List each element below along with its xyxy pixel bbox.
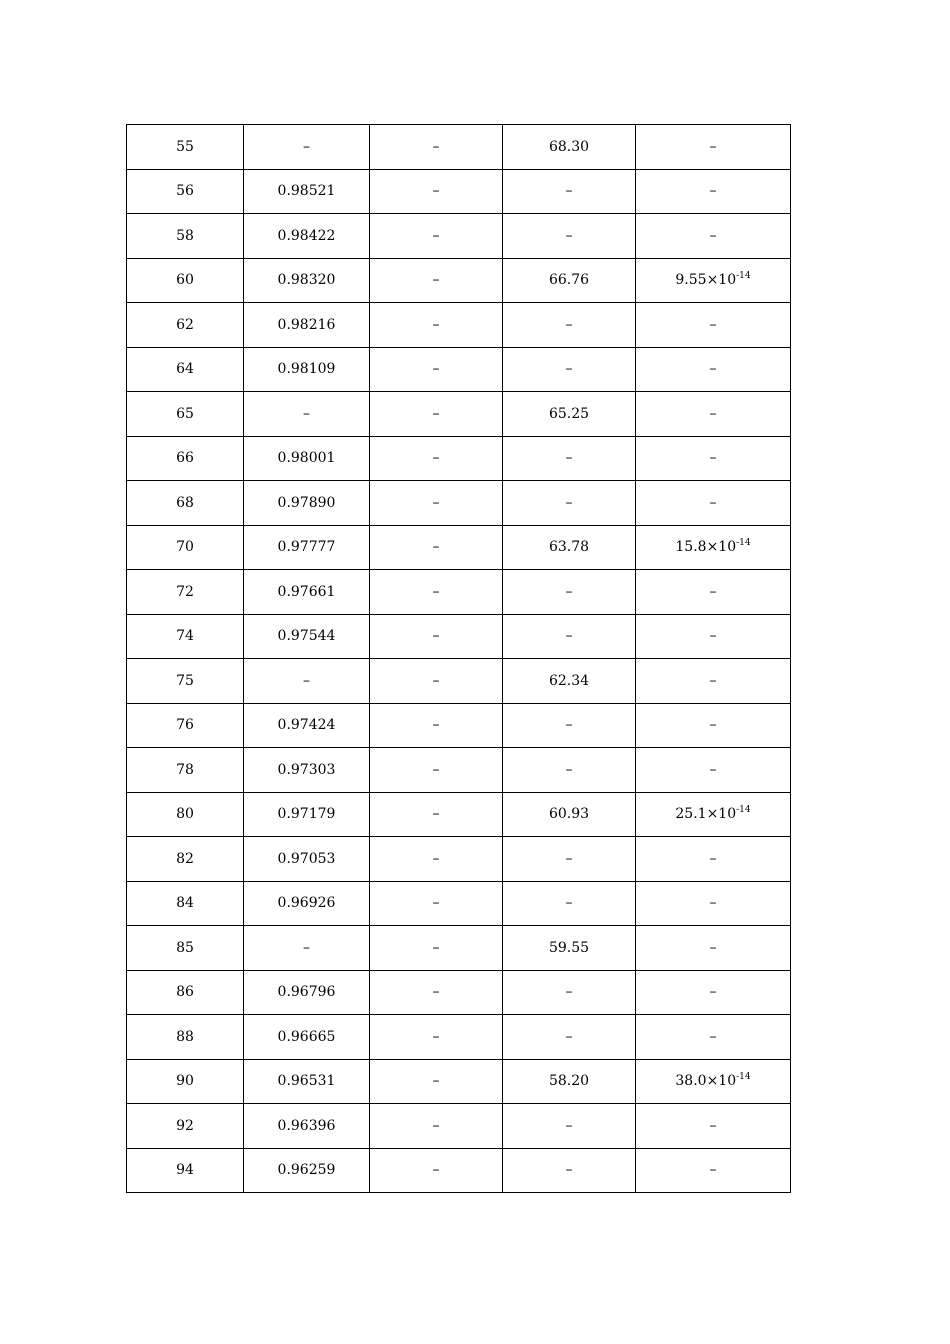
table-cell-col-5 xyxy=(636,970,791,1015)
cell-value: – xyxy=(432,539,440,556)
table-cell-col-2 xyxy=(244,1104,370,1149)
table-row xyxy=(127,881,791,926)
cell-value: 58 xyxy=(176,227,194,244)
table-cell-col-2 xyxy=(244,392,370,437)
cell-mantissa: 9.55×10 xyxy=(675,272,737,289)
cell-value: – xyxy=(432,138,440,155)
cell-exponent: -14 xyxy=(736,805,751,816)
table-cell-col-3 xyxy=(370,169,503,214)
table-cell-col-1 xyxy=(127,748,244,793)
table-cell-col-4 xyxy=(503,881,636,926)
table-cell-col-1 xyxy=(127,926,244,971)
table-cell-col-2 xyxy=(244,837,370,882)
table-cell-col-2 xyxy=(244,125,370,170)
table-cell-col-3 xyxy=(370,748,503,793)
cell-value: – xyxy=(432,1162,440,1179)
cell-value: – xyxy=(432,850,440,867)
table-cell-col-2 xyxy=(244,659,370,704)
cell-value: – xyxy=(565,1117,573,1134)
cell-value: – xyxy=(565,761,573,778)
table-cell-col-5 xyxy=(636,1104,791,1149)
cell-value: 68.30 xyxy=(548,138,590,155)
cell-value: – xyxy=(565,984,573,1001)
cell-value: 0.97424 xyxy=(277,717,336,734)
cell-value: 80 xyxy=(176,806,194,823)
table-cell-col-1 xyxy=(127,436,244,481)
table-cell-col-4 xyxy=(503,481,636,526)
table-cell-col-4 xyxy=(503,169,636,214)
table-cell-col-4 xyxy=(503,703,636,748)
table-cell-col-4 xyxy=(503,214,636,259)
cell-value: 0.98521 xyxy=(277,183,336,200)
cell-value: – xyxy=(709,672,717,689)
cell-value: 82 xyxy=(176,850,194,867)
cell-value: – xyxy=(432,628,440,645)
table-row xyxy=(127,837,791,882)
table-cell-col-4 xyxy=(503,347,636,392)
cell-value: – xyxy=(565,717,573,734)
table-cell-col-3 xyxy=(370,392,503,437)
cell-value: – xyxy=(565,227,573,244)
cell-value: – xyxy=(432,450,440,467)
cell-value: – xyxy=(303,405,310,422)
table-cell-col-3 xyxy=(370,303,503,348)
table-cell-col-3 xyxy=(370,258,503,303)
cell-value: – xyxy=(709,583,717,600)
table-cell-col-4 xyxy=(503,258,636,303)
table-cell-col-5 xyxy=(636,347,791,392)
table-cell-col-3 xyxy=(370,570,503,615)
cell-value: – xyxy=(303,138,310,155)
table-cell-col-4 xyxy=(503,926,636,971)
table-row xyxy=(127,258,791,303)
table-cell-col-2 xyxy=(244,748,370,793)
table-cell-col-3 xyxy=(370,792,503,837)
table-cell-col-4 xyxy=(503,792,636,837)
cell-value: 58.20 xyxy=(548,1073,590,1090)
cell-value: – xyxy=(432,761,440,778)
cell-value: – xyxy=(432,316,440,333)
table-cell-col-4 xyxy=(503,970,636,1015)
cell-value: – xyxy=(709,361,717,378)
table-cell-col-2 xyxy=(244,214,370,259)
cell-value: – xyxy=(565,895,573,912)
table-cell-col-5 xyxy=(636,1059,791,1104)
cell-value: 92 xyxy=(176,1117,194,1134)
table-cell-col-3 xyxy=(370,347,503,392)
cell-value: – xyxy=(709,183,717,200)
table-cell-col-5 xyxy=(636,748,791,793)
cell-value: – xyxy=(432,272,440,289)
table-row xyxy=(127,614,791,659)
cell-value: – xyxy=(303,672,310,689)
table-cell-col-1 xyxy=(127,214,244,259)
table-cell-col-2 xyxy=(244,570,370,615)
cell-value: – xyxy=(709,628,717,645)
cell-value: 0.97777 xyxy=(277,539,336,556)
cell-value: 0.98109 xyxy=(277,361,336,378)
table-cell-col-3 xyxy=(370,436,503,481)
table-cell-col-5 xyxy=(636,659,791,704)
cell-value: – xyxy=(565,1162,573,1179)
table-cell-col-4 xyxy=(503,570,636,615)
table-cell-col-1 xyxy=(127,303,244,348)
table-cell-col-1 xyxy=(127,125,244,170)
cell-value: 0.96396 xyxy=(277,1117,336,1134)
table-cell-col-2 xyxy=(244,1059,370,1104)
table-cell-col-2 xyxy=(244,169,370,214)
cell-value: – xyxy=(303,939,310,956)
table-cell-col-3 xyxy=(370,1059,503,1104)
cell-exponent: -14 xyxy=(736,271,751,282)
cell-value: – xyxy=(432,717,440,734)
cell-value: 0.97661 xyxy=(277,583,336,600)
cell-value: – xyxy=(432,1117,440,1134)
cell-value: – xyxy=(565,850,573,867)
cell-value: – xyxy=(432,1028,440,1045)
cell-value: 90 xyxy=(176,1073,194,1090)
table-cell-col-2 xyxy=(244,258,370,303)
cell-value: 94 xyxy=(176,1162,194,1179)
cell-value: – xyxy=(432,494,440,511)
cell-value: – xyxy=(709,138,717,155)
cell-value: 66.76 xyxy=(548,272,590,289)
table-cell-col-5 xyxy=(636,703,791,748)
cell-value: 0.97179 xyxy=(277,806,336,823)
table-cell-col-2 xyxy=(244,525,370,570)
table-body xyxy=(127,125,791,1193)
table-cell-col-3 xyxy=(370,1148,503,1193)
cell-value: 84 xyxy=(176,895,194,912)
cell-value: – xyxy=(709,761,717,778)
table-cell-col-1 xyxy=(127,970,244,1015)
cell-value: 60.93 xyxy=(548,806,590,823)
cell-value: – xyxy=(432,895,440,912)
table-row xyxy=(127,169,791,214)
table-cell-col-3 xyxy=(370,125,503,170)
table-cell-col-5 xyxy=(636,792,791,837)
table-cell-col-2 xyxy=(244,347,370,392)
table-cell-col-3 xyxy=(370,1015,503,1060)
table-cell-col-2 xyxy=(244,614,370,659)
table-row xyxy=(127,1059,791,1104)
data-table xyxy=(126,124,791,1193)
cell-value: 0.97053 xyxy=(277,850,336,867)
table-row xyxy=(127,748,791,793)
cell-value: – xyxy=(565,583,573,600)
table-row xyxy=(127,125,791,170)
table-cell-col-1 xyxy=(127,570,244,615)
table-row xyxy=(127,1015,791,1060)
table-cell-col-1 xyxy=(127,659,244,704)
cell-value: – xyxy=(432,1073,440,1090)
cell-value: 0.97890 xyxy=(277,494,336,511)
cell-value: 88 xyxy=(176,1028,194,1045)
cell-mantissa: 25.1×10 xyxy=(675,806,737,823)
table-cell-col-1 xyxy=(127,1059,244,1104)
cell-value: 0.96796 xyxy=(277,984,336,1001)
table-row xyxy=(127,1148,791,1193)
cell-value: – xyxy=(709,850,717,867)
table-cell-col-3 xyxy=(370,659,503,704)
table-cell-col-4 xyxy=(503,303,636,348)
cell-value: 76 xyxy=(176,717,194,734)
table-cell-col-5 xyxy=(636,392,791,437)
cell-value: – xyxy=(565,450,573,467)
cell-value: 86 xyxy=(176,984,194,1001)
cell-value: – xyxy=(709,1162,717,1179)
table-row xyxy=(127,214,791,259)
cell-value: – xyxy=(565,316,573,333)
table-cell-col-5 xyxy=(636,1015,791,1060)
table-cell-col-4 xyxy=(503,748,636,793)
table-row xyxy=(127,392,791,437)
table-row xyxy=(127,926,791,971)
cell-value: – xyxy=(709,1028,717,1045)
cell-value: 55 xyxy=(176,138,194,155)
cell-value: 0.96926 xyxy=(277,895,336,912)
table-cell-col-5 xyxy=(636,1148,791,1193)
cell-value: 0.97544 xyxy=(277,628,336,645)
cell-value: 62.34 xyxy=(548,672,590,689)
table-cell-col-1 xyxy=(127,1104,244,1149)
table-cell-col-3 xyxy=(370,481,503,526)
table-cell-col-2 xyxy=(244,481,370,526)
cell-value: 0.96531 xyxy=(277,1073,336,1090)
table-cell-col-1 xyxy=(127,169,244,214)
table-cell-col-4 xyxy=(503,614,636,659)
cell-value: 0.97303 xyxy=(277,761,336,778)
table-row xyxy=(127,970,791,1015)
table-cell-col-1 xyxy=(127,703,244,748)
table-cell-col-2 xyxy=(244,436,370,481)
cell-value: 0.98216 xyxy=(277,316,336,333)
table-cell-col-4 xyxy=(503,1104,636,1149)
cell-value: – xyxy=(565,1028,573,1045)
cell-value: – xyxy=(432,183,440,200)
table-cell-col-2 xyxy=(244,792,370,837)
cell-value: 0.98320 xyxy=(277,272,336,289)
table-cell-col-1 xyxy=(127,792,244,837)
cell-value: – xyxy=(565,183,573,200)
cell-value: – xyxy=(709,984,717,1001)
table-cell-col-3 xyxy=(370,614,503,659)
table-row xyxy=(127,525,791,570)
table-cell-col-4 xyxy=(503,837,636,882)
table-cell-col-4 xyxy=(503,659,636,704)
cell-value: 62 xyxy=(176,316,194,333)
table-cell-col-4 xyxy=(503,436,636,481)
table-cell-col-1 xyxy=(127,1015,244,1060)
table-cell-col-1 xyxy=(127,347,244,392)
table-cell-col-5 xyxy=(636,525,791,570)
table-cell-col-2 xyxy=(244,926,370,971)
table-cell-col-4 xyxy=(503,392,636,437)
cell-value: 70 xyxy=(176,539,194,556)
table-cell-col-1 xyxy=(127,1148,244,1193)
cell-value: – xyxy=(432,227,440,244)
cell-value: 0.98001 xyxy=(277,450,336,467)
table-cell-col-5 xyxy=(636,481,791,526)
table-cell-col-2 xyxy=(244,703,370,748)
cell-value: 59.55 xyxy=(548,939,590,956)
cell-value: 0.96259 xyxy=(277,1162,336,1179)
table-cell-col-2 xyxy=(244,881,370,926)
cell-value: – xyxy=(565,628,573,645)
table-cell-col-5 xyxy=(636,258,791,303)
cell-value: – xyxy=(432,806,440,823)
cell-value: – xyxy=(432,939,440,956)
cell-value: – xyxy=(709,895,717,912)
table-cell-col-5 xyxy=(636,214,791,259)
table-cell-col-3 xyxy=(370,214,503,259)
table-cell-col-1 xyxy=(127,614,244,659)
cell-value: 60 xyxy=(176,272,194,289)
cell-value: 0.98422 xyxy=(277,227,336,244)
cell-value: – xyxy=(709,450,717,467)
cell-value: 56 xyxy=(176,183,194,200)
table-row xyxy=(127,481,791,526)
cell-value: 65 xyxy=(176,405,194,422)
table-cell-col-2 xyxy=(244,1148,370,1193)
cell-exponent: -14 xyxy=(736,538,751,549)
table-cell-col-5 xyxy=(636,926,791,971)
cell-value: 66 xyxy=(176,450,194,467)
cell-value: 63.78 xyxy=(548,539,590,556)
table-cell-col-3 xyxy=(370,926,503,971)
table-cell-col-3 xyxy=(370,1104,503,1149)
cell-value: – xyxy=(432,583,440,600)
table-cell-col-4 xyxy=(503,1015,636,1060)
table-cell-col-2 xyxy=(244,1015,370,1060)
cell-value: 85 xyxy=(176,939,194,956)
cell-value: 64 xyxy=(176,361,194,378)
table-cell-col-3 xyxy=(370,703,503,748)
cell-value: 72 xyxy=(176,583,194,600)
cell-value: 75 xyxy=(176,672,194,689)
table-row xyxy=(127,436,791,481)
table-cell-col-2 xyxy=(244,303,370,348)
table-cell-col-5 xyxy=(636,570,791,615)
table-cell-col-5 xyxy=(636,614,791,659)
table-row xyxy=(127,703,791,748)
table-row xyxy=(127,659,791,704)
cell-mantissa: 15.8×10 xyxy=(675,539,737,556)
table-row xyxy=(127,570,791,615)
cell-value: – xyxy=(709,405,717,422)
cell-value: – xyxy=(432,405,440,422)
cell-exponent: -14 xyxy=(736,1072,751,1083)
cell-value: 68 xyxy=(176,494,194,511)
table-cell-col-1 xyxy=(127,481,244,526)
cell-value: – xyxy=(565,361,573,378)
table-cell-col-1 xyxy=(127,881,244,926)
cell-value: 0.96665 xyxy=(277,1028,336,1045)
table-cell-col-5 xyxy=(636,303,791,348)
cell-value: – xyxy=(432,672,440,689)
table-cell-col-4 xyxy=(503,1059,636,1104)
table-row xyxy=(127,1104,791,1149)
cell-value: 65.25 xyxy=(548,405,590,422)
table-cell-col-1 xyxy=(127,525,244,570)
cell-value: – xyxy=(709,494,717,511)
cell-value: – xyxy=(432,361,440,378)
table-cell-col-5 xyxy=(636,881,791,926)
cell-value: 78 xyxy=(176,761,194,778)
cell-value: – xyxy=(709,227,717,244)
cell-value: – xyxy=(709,316,717,333)
table-cell-col-5 xyxy=(636,436,791,481)
cell-value: – xyxy=(432,984,440,1001)
table-cell-col-4 xyxy=(503,1148,636,1193)
table-row xyxy=(127,347,791,392)
table-row xyxy=(127,303,791,348)
table-cell-col-5 xyxy=(636,837,791,882)
table-cell-col-3 xyxy=(370,970,503,1015)
cell-value: – xyxy=(709,717,717,734)
cell-value: 74 xyxy=(176,628,194,645)
cell-mantissa: 38.0×10 xyxy=(675,1073,737,1090)
table-cell-col-3 xyxy=(370,837,503,882)
table-cell-col-5 xyxy=(636,125,791,170)
table-cell-col-5 xyxy=(636,169,791,214)
table-cell-col-1 xyxy=(127,392,244,437)
table-cell-col-1 xyxy=(127,258,244,303)
table-cell-col-1 xyxy=(127,837,244,882)
table-cell-col-4 xyxy=(503,525,636,570)
table-cell-col-3 xyxy=(370,525,503,570)
table-cell-col-4 xyxy=(503,125,636,170)
cell-value: – xyxy=(709,1117,717,1134)
table-cell-col-2 xyxy=(244,970,370,1015)
cell-value: – xyxy=(709,939,717,956)
table-row xyxy=(127,792,791,837)
cell-value: – xyxy=(565,494,573,511)
table-cell-col-3 xyxy=(370,881,503,926)
